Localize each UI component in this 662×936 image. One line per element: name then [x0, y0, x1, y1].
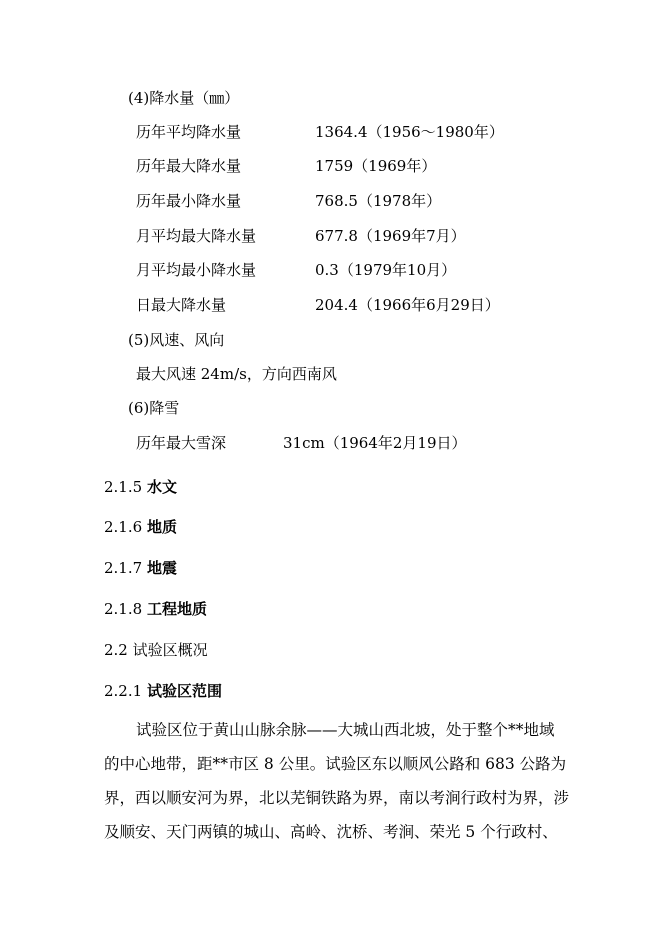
section-number: 2.2.1	[104, 682, 143, 700]
precip-row-value: 1759（1969年）	[315, 157, 437, 175]
wind-heading: (5)风速、风向	[128, 331, 225, 349]
section-title: 地质	[146, 518, 177, 536]
section-heading	[104, 517, 177, 537]
section-number: 2.1.7	[104, 559, 143, 577]
section-title: 地震	[146, 559, 177, 577]
paragraph-line: 及顺安、天门两镇的城山、高岭、沈桥、考涧、荣光 5 个行政村、	[104, 823, 558, 841]
section-title: 工程地质	[146, 600, 207, 618]
snow-heading: (6)降雪	[128, 399, 180, 417]
precip-row-value: 0.3（1979年10月）	[315, 261, 457, 279]
paragraph-line: 试验区位于黄山山脉余脉——大城山西北坡，处于整个**地域	[136, 721, 555, 739]
precip-row-label: 月平均最大降水量	[136, 227, 257, 245]
precip-row-value: 768.5（1978年）	[315, 192, 442, 210]
section-title: 试验区范围	[146, 682, 222, 700]
snow-label: 历年最大雪深	[136, 434, 227, 452]
precip-row-label: 月平均最小降水量	[136, 261, 257, 279]
precip-row-label: 历年平均降水量	[136, 123, 242, 141]
section-number: 2.1.8	[104, 600, 143, 618]
section-title: 水文	[146, 478, 177, 496]
section-number: 2.2	[104, 641, 128, 659]
section-heading	[104, 477, 177, 497]
precip-row-value: 204.4（1966年6月29日）	[315, 296, 500, 314]
precip-row-value: 677.8（1969年7月）	[315, 227, 466, 245]
wind-text: 最大风速 24m/s，方向西南风	[136, 365, 337, 383]
section-heading	[104, 681, 222, 701]
body-paragraph	[104, 713, 570, 849]
section-heading	[104, 640, 208, 660]
section-title: 试验区概况	[132, 641, 208, 659]
paragraph-line: 界，西以顺安河为界，北以芜铜铁路为界，南以考涧行政村为界，涉	[104, 789, 570, 807]
section-number: 2.1.5	[104, 478, 143, 496]
section-heading	[104, 558, 177, 578]
precip-row-label: 历年最大降水量	[136, 157, 242, 175]
snow-value: 31cm（1964年2月19日）	[283, 434, 467, 452]
paragraph-line: 的中心地带，距**市区 8 公里。试验区东以顺风公路和 683 公路为	[104, 755, 567, 773]
precip-row-value: 1364.4（1956～1980年）	[315, 123, 504, 141]
precipitation-heading: (4)降水量（㎜）	[128, 89, 240, 107]
section-heading	[104, 599, 207, 619]
precip-row-label: 历年最小降水量	[136, 192, 242, 210]
precip-row-label: 日最大降水量	[136, 296, 227, 314]
section-number: 2.1.6	[104, 518, 143, 536]
